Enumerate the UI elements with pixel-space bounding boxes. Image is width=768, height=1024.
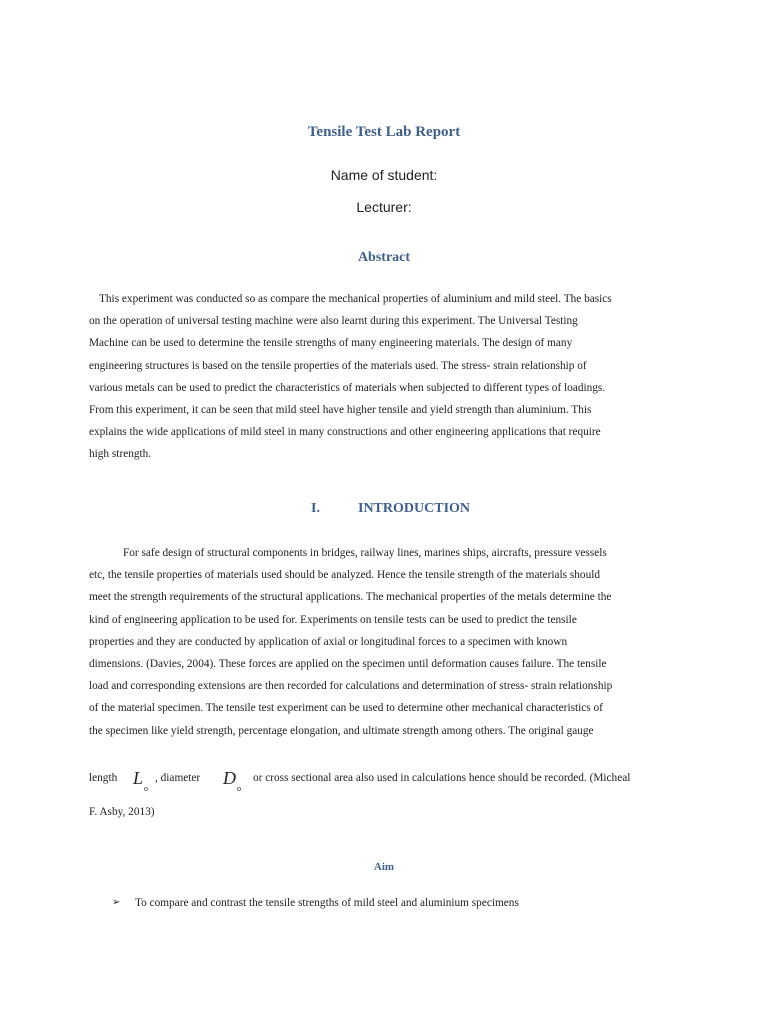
lecturer-line: Lecturer:: [356, 199, 412, 215]
gauge-length-line: [89, 768, 689, 796]
introduction-heading: INTRODUCTION: [358, 501, 471, 516]
abstract-line: explains the wide applications of mild steel in many constructions and other engineering applications that require: [89, 426, 601, 439]
length-word: length: [89, 772, 118, 784]
introduction-section-number: I.: [311, 501, 320, 516]
diameter-subscript: o: [237, 784, 241, 793]
abstract-heading: Abstract: [357, 250, 411, 265]
abstract-line: From this experiment, it can be seen that mild steel have higher tensile and yield strength than aluminium. This: [89, 403, 592, 416]
aim-heading: Aim: [373, 861, 395, 873]
abstract-line: high strength.: [89, 448, 152, 461]
abstract-line: Machine can be used to determine the tensile strengths of many engineering materials. The design of many: [89, 337, 573, 350]
gauge-length-subscript: o: [144, 784, 148, 793]
diameter-word: , diameter: [155, 772, 201, 784]
abstract-paragraph: [89, 288, 679, 466]
introduction-line: dimensions. (Davies, 2004). These forces are applied on the specimen until deformation causes failure. The tensile: [89, 657, 607, 670]
aim-item-text: To compare and contrast the tensile strengths of mild steel and aluminium specimens: [135, 897, 519, 909]
introduction-line: For safe design of structural components in bridges, railway lines, marines ships, aircrafts, pressure vessels: [123, 547, 607, 559]
introduction-line: meet the strength requirements of the structural applications. The mechanical properties of the metals determine the: [89, 591, 612, 604]
student-name-line: Name of student:: [330, 167, 438, 183]
report-title: Tensile Test Lab Report: [307, 124, 461, 140]
introduction-line: of the material specimen. The tensile test experiment can be used to determine other mechanical characteristics of: [89, 702, 603, 715]
diameter-symbol: D: [223, 768, 236, 788]
introduction-line: etc, the tensile properties of materials used should be analyzed. Hence the tensile strength of the materials should: [89, 569, 601, 582]
gauge-length-symbol: L: [133, 768, 144, 788]
introduction-line: the specimen like yield strength, percentage elongation, and ultimate strength among others. The original gauge: [89, 724, 594, 737]
gauge-length-line-rest: or cross sectional area also used in calculations hence should be recorded. (Micheal: [253, 772, 631, 784]
abstract-line: various metals can be used to predict the characteristics of materials when subjected to different types of loadings.: [89, 381, 606, 394]
introduction-line: kind of engineering application to be used for. Experiments on tensile tests can be used to predict the tensile: [89, 613, 577, 626]
abstract-line: engineering structures is based on the tensile properties of the materials used. The stress- strain relationship of: [89, 359, 587, 372]
introduction-paragraph: [89, 542, 679, 742]
introduction-line: load and corresponding extensions are then recorded for calculations and determination of stress- strain relationship: [89, 680, 613, 693]
abstract-line: on the operation of universal testing machine were also learnt during this experiment. The Universal Testing: [89, 315, 578, 328]
abstract-line: This experiment was conducted so as compare the mechanical properties of aluminium and mild steel. The basics: [99, 293, 612, 305]
citation-continuation: F. Asby, 2013): [89, 806, 155, 818]
arrow-bullet-icon: ➢: [112, 897, 121, 908]
introduction-line: properties and they are conducted by application of axial or longitudinal forces to a specimen with known: [89, 635, 568, 648]
